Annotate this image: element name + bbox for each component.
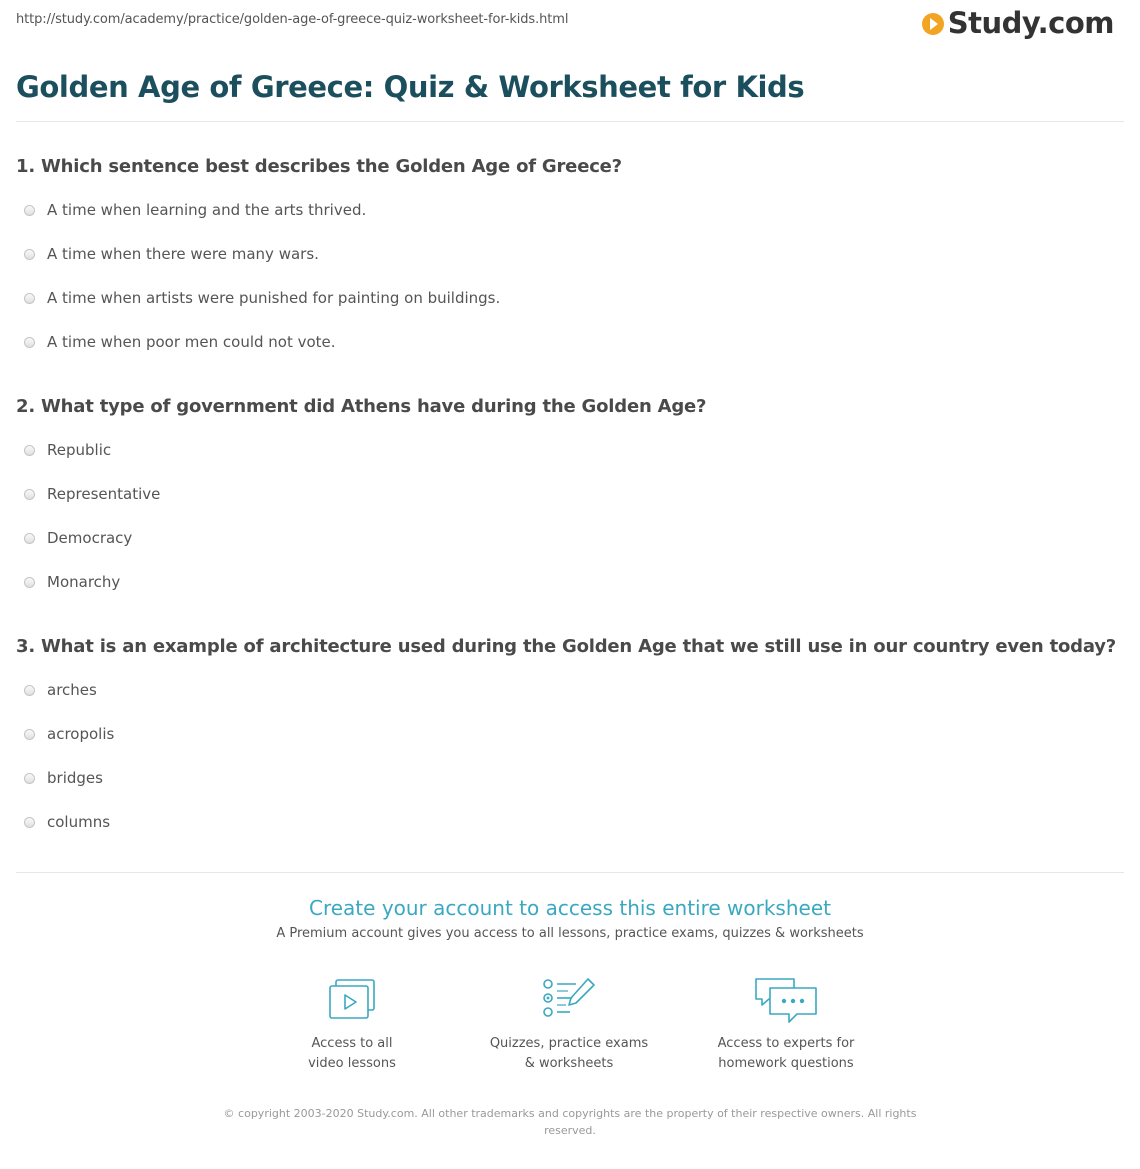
answer-option[interactable] [24,441,160,485]
radio-button[interactable] [24,489,35,500]
answer-option[interactable] [24,333,500,377]
answer-option[interactable] [24,725,114,769]
radio-button[interactable] [24,249,35,260]
feature-quizzes [469,976,669,1074]
feature-label-line2: video lessons [308,1056,396,1071]
answer-option[interactable] [24,289,500,333]
question-3: 3. What is an example of architecture used during the Golden Age that we still use in our country even today? [16,636,1117,657]
title-divider [16,121,1124,122]
answer-text: Democracy [47,529,133,547]
answer-text: A time when learning and the arts thrived. [47,201,367,219]
answer-text: bridges [47,769,103,787]
answer-text: Republic [47,441,112,459]
page-title: Golden Age of Greece: Quiz & Worksheet for Kids [16,70,805,104]
answer-text: arches [47,681,97,699]
question-3-options [24,681,114,857]
page-url: http://study.com/academy/practice/golden-age-of-greece-quiz-worksheet-for-kids.html [16,12,569,27]
answer-option[interactable] [24,681,114,725]
radio-button[interactable] [24,293,35,304]
answer-option[interactable] [24,769,114,813]
radio-button[interactable] [24,729,35,740]
question-2-options [24,441,160,617]
answer-text: Monarchy [47,573,121,591]
create-account-link[interactable]: Create your account to access this entire worksheet [309,896,831,920]
feature-label-line1: Access to experts for [717,1036,855,1051]
answer-text: A time when there were many wars. [47,245,319,263]
answer-option[interactable] [24,485,160,529]
answer-option[interactable] [24,573,160,617]
feature-label-line1: Quizzes, practice exams [489,1036,649,1051]
feature-label-line1: Access to all [311,1036,393,1051]
video-lessons-icon [324,976,380,1022]
play-logo-icon [922,13,944,35]
feature-experts [686,976,886,1074]
answer-text: A time when artists were punished for painting on buildings. [47,289,501,307]
radio-button[interactable] [24,685,35,696]
logo-text: Study.com [947,6,1114,40]
feature-label-line2: homework questions [718,1056,854,1071]
answer-text: A time when poor men could not vote. [47,333,336,351]
cta-divider [16,872,1124,873]
answer-option[interactable] [24,201,500,245]
radio-button[interactable] [24,773,35,784]
radio-button[interactable] [24,445,35,456]
radio-button[interactable] [24,337,35,348]
radio-button[interactable] [24,205,35,216]
question-2: 2. What type of government did Athens have during the Golden Age? [16,396,707,417]
chat-bubbles-icon [753,976,819,1028]
radio-button[interactable] [24,817,35,828]
answer-option[interactable] [24,813,114,857]
quiz-list-icon [540,976,598,1022]
question-1: 1. Which sentence best describes the Golden Age of Greece? [16,156,622,177]
study-logo[interactable] [922,6,1114,40]
answer-option[interactable] [24,245,500,289]
copyright-notice: © copyright 2003-2020 Study.com. All other trademarks and copyrights are the property of their respective owners. All rights reserved. [223,1107,917,1137]
cta-subtitle: A Premium account gives you access to all lessons, practice exams, quizzes & worksheets [276,926,864,941]
answer-option[interactable] [24,529,160,573]
radio-button[interactable] [24,533,35,544]
radio-button[interactable] [24,577,35,588]
answer-text: acropolis [47,725,115,743]
answer-text: Representative [47,485,161,503]
question-1-options [24,201,500,377]
answer-text: columns [47,813,111,831]
feature-video-lessons [252,976,452,1074]
feature-label-line2: & worksheets [524,1056,614,1071]
